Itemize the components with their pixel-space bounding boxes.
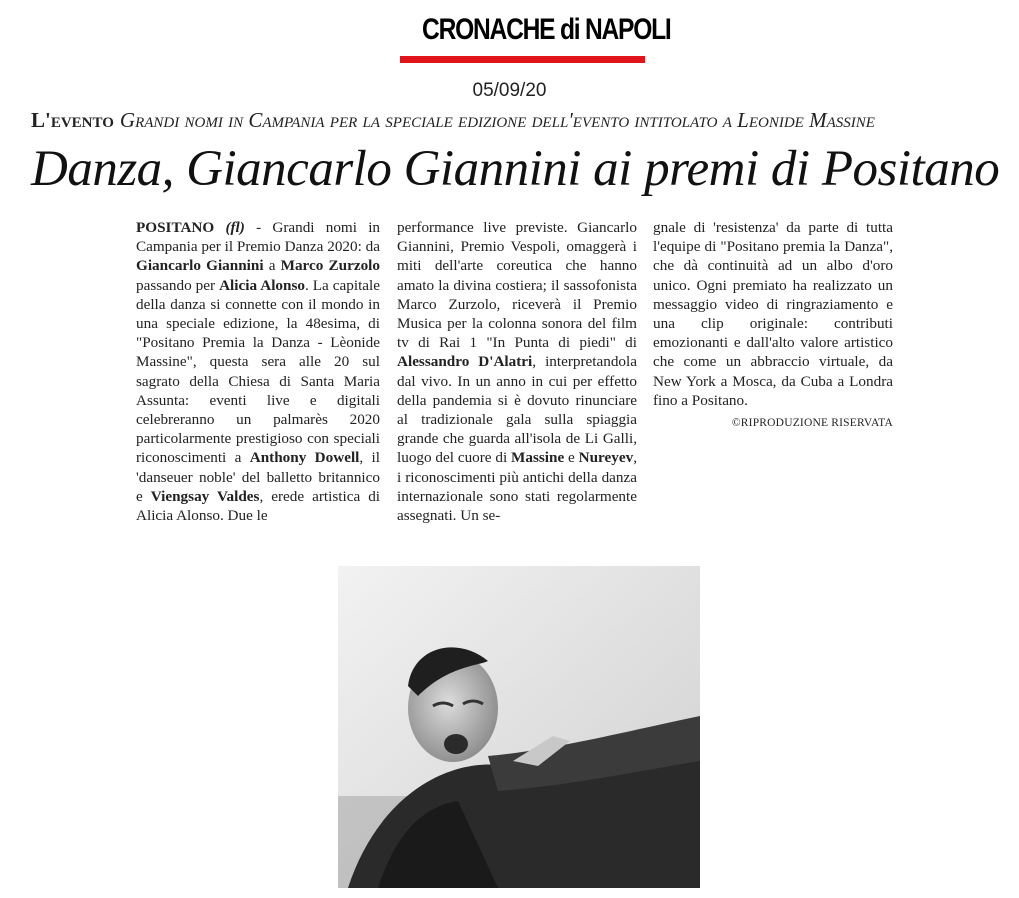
- text-run: , erede artistica di Alicia Alonso. Due le: [136, 487, 381, 525]
- masthead-title: CRONACHE di NAPOLI: [422, 13, 671, 46]
- text-run: Alessandro D'Alatri: [397, 353, 533, 371]
- dancer-photo-graphic: [338, 566, 700, 888]
- text-run: . La capitale della danza si connette con il mondo in una speciale edizione, la 48esima, di "Positano Premia la Danza - Lèonide Massine", questa sera alle 20 sul sagrato della Chiesa di Santa Maria Assunta: eventi live e digitali celebreranno un palmarès 2020 particolarmente prestigioso con speciali riconoscimenti a: [136, 276, 381, 467]
- column-1-text: [136, 218, 380, 525]
- publication-date: 05/09/20: [472, 80, 547, 101]
- text-run: , i riconoscimenti più antichi della danza internazionale sono stati regolarmente assegnati. Un se-: [397, 449, 637, 525]
- text-run: performance live previste. Giancarlo Giannini, Premio Vespoli, omaggerà i miti dell'arte coreutica che hanno amato la divina costiera; il sassofonista Marco Zurzolo, riceverà il Premio Musica per la colonna sonora del film tv di Rai 1 "In Punta di piedi" di: [397, 219, 637, 352]
- text-run: Giancarlo Giannini: [136, 257, 264, 275]
- headline: Danza, Giancarlo Giannini ai premi di Positano: [31, 141, 1000, 197]
- text-run: Anthony Dowell: [249, 449, 360, 467]
- text-run: Marco Zurzolo: [280, 257, 380, 275]
- article-column-1: [136, 218, 380, 525]
- copyright-credit: ©RIPRODUZIONE RISERVATA: [731, 417, 893, 430]
- masthead-red-rule: [400, 56, 645, 63]
- text-run: Viengsay Valdes: [150, 487, 260, 505]
- article-column-2: [397, 218, 637, 525]
- text-run: (fl): [225, 219, 245, 236]
- text-run: - Grandi nomi in Campania per il Premio Danza 2020: da: [136, 219, 381, 256]
- text-run: e: [564, 449, 579, 467]
- text-run: POSITANO: [136, 219, 226, 236]
- kicker-label: L'evento: [31, 108, 114, 132]
- masthead: [400, 12, 671, 48]
- kicker: [31, 108, 875, 133]
- text-run: Alicia Alonso: [219, 276, 305, 294]
- column-3-text: [653, 218, 893, 410]
- kicker-text: Grandi nomi in Campania per la speciale edizione dell'evento intitolato a Leonide Massine: [119, 108, 875, 132]
- text-run: passando per: [136, 276, 220, 294]
- text-run: Nureyev: [578, 449, 634, 467]
- article-column-3: [653, 218, 893, 433]
- text-run: , interpretandola dal vivo. In un anno in cui per effetto della pandemia si è dovuto rinunciare al tradizionale gala sulla spiaggia grande che guarda all'isola de Li Galli, luogo del cuore di: [397, 353, 637, 467]
- text-run: gnale di 'resistenza' da parte di tutta l'equipe di "Positano premia la Danza", che dà continuità ad un albo d'oro unico. Ogni premiato ha realizzato un messaggio video di ringraziamento e una clip originale: contributi emozionanti e dall'alto valore artistico che come un abbraccio virtuale, da New York a Mosca, da Cuba a Londra fino a Positano.: [653, 219, 893, 409]
- column-2-text: [397, 218, 637, 525]
- text-run: , il 'danseuer noble' del balletto britannico e: [136, 449, 380, 505]
- dancer-photo: [338, 566, 700, 888]
- text-run: a: [263, 257, 281, 275]
- text-run: Massine: [511, 449, 565, 467]
